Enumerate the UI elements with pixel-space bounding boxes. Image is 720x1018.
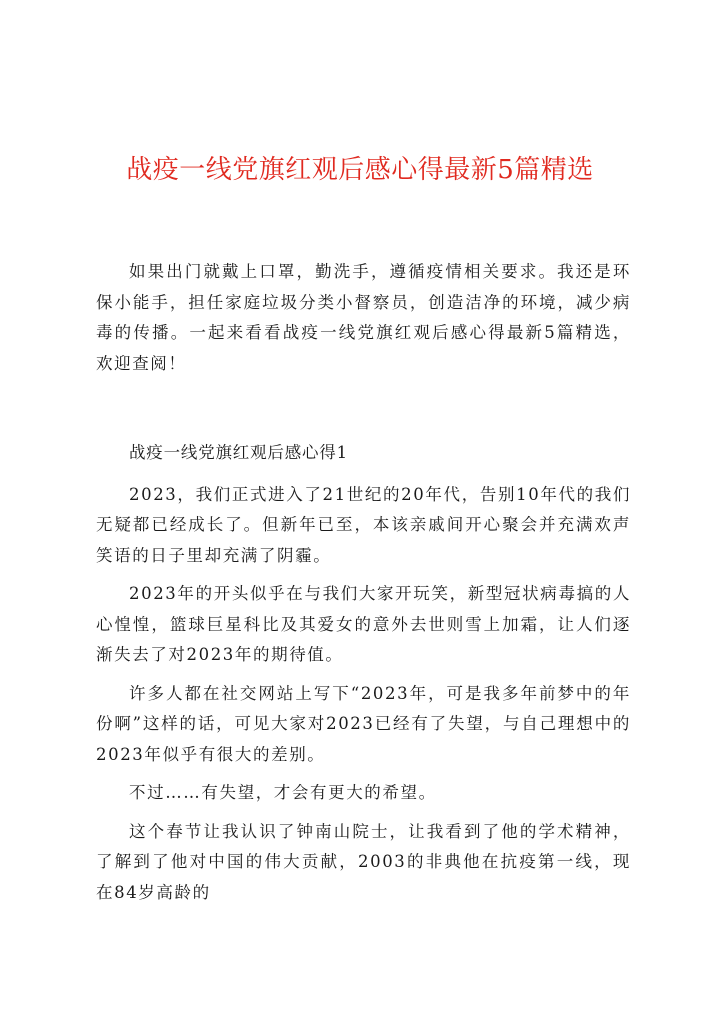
body-paragraph-3: 许多人都在社交网站上写下“2023年，可是我多年前梦中的年份啊”这样的话，可见大家对2023已经有了失望，与自己理想中的2023年似乎有很大的差别。 [96,683,631,764]
body-paragraph-4: 不过……有失望，才会有更大的希望。 [129,783,437,802]
document-title: 战疫一线党旗红观后感心得最新5篇精选 [126,155,594,185]
document-body [96,257,631,908]
body-paragraph-1: 2023，我们正式进入了21世纪的20年代，告别10年代的我们无疑都已经成长了。但新年已至，本该亲戚间开心聚会并充满欢声笑语的日子里却充满了阴霾。 [96,484,631,565]
intro-paragraph: 如果出门就戴上口罩，勤洗手，遵循疫情相关要求。我还是环保小能手，担任家庭垃圾分类小督察员，创造洁净的环境，减少病毒的传播。一起来看看战疫一线党旗红观后感心得最新5篇精选，欢迎查阅！ [96,262,631,373]
section-heading: 战疫一线党旗红观后感心得1 [129,443,348,462]
body-paragraph-2: 2023年的开头似乎在与我们大家开玩笑，新型冠状病毒搞的人心惶惶，篮球巨星科比及其爱女的意外去世则雪上加霜，让人们逐渐失去了对2023年的期待值。 [96,584,631,664]
body-paragraph-5: 这个春节让我认识了钟南山院士，让我看到了他的学术精神，了解到了他对中国的伟大贡献，2003的非典他在抗疫第一线，现在84岁高龄的 [96,821,631,902]
